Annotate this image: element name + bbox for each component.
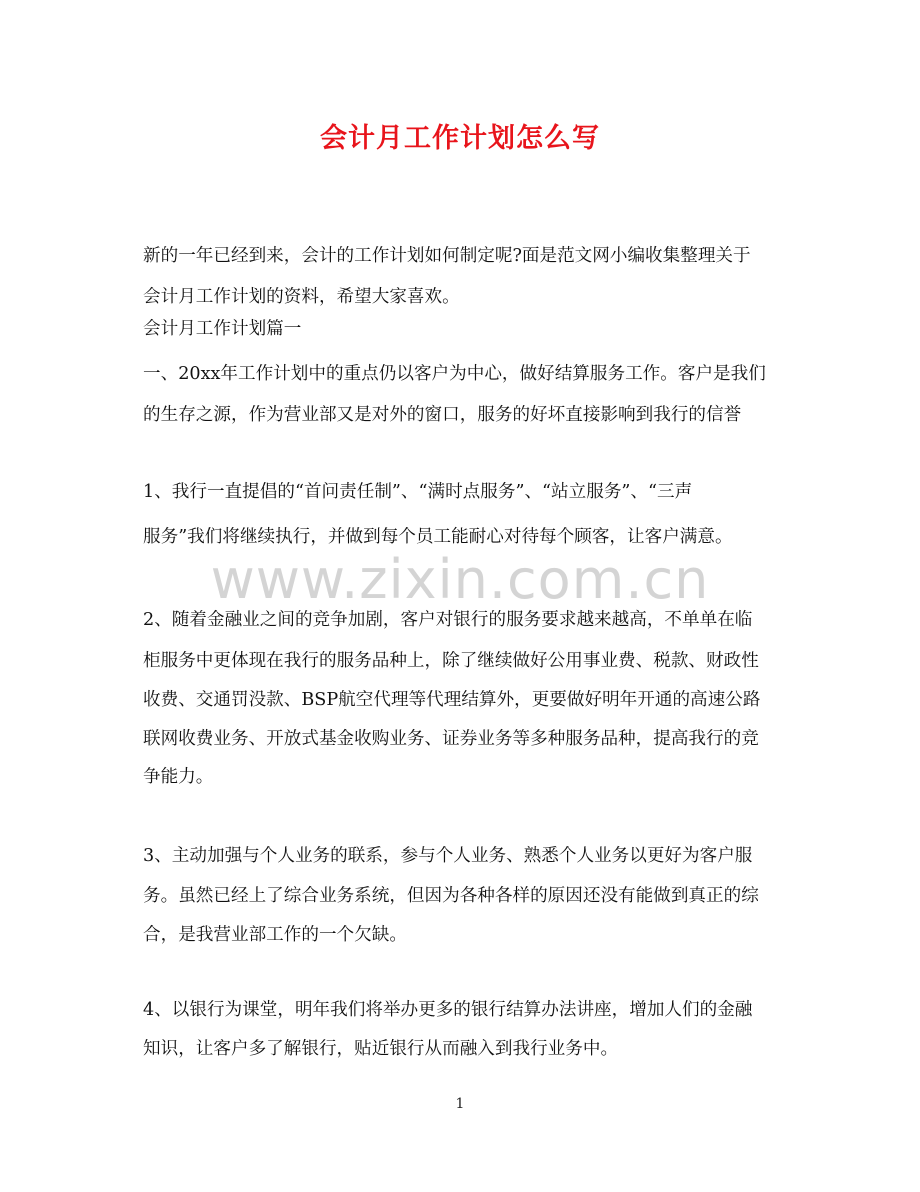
- paragraph-line: 3、主动加强与个人业务的联系，参与个人业务、熟悉个人业务以更好为客户服: [143, 846, 753, 866]
- paragraph-line: 务。虽然已经上了综合业务系统，但因为各种各样的原因还没有能做到真正的综: [143, 886, 759, 906]
- paragraph-line: 合，是我营业部工作的一个欠缺。: [143, 925, 407, 945]
- paragraph-line: 一、20xx年工作计划中的重点仍以客户为中心，做好结算服务工作。客户是我们: [143, 364, 766, 384]
- watermark: www.zixin.com.cn: [210, 548, 710, 611]
- document-title: 会计月工作计划怎么写: [320, 123, 600, 154]
- paragraph-line: 4、以银行为课堂，明年我们将举办更多的银行结算办法讲座，增加人们的金融: [143, 1000, 753, 1020]
- paragraph-line: 1、我行一直提倡的“首问责任制”、“满时点服务”、“站立服务”、“三声: [143, 482, 693, 502]
- paragraph-line: 会计月工作计划的资料，希望大家喜欢。: [143, 287, 460, 307]
- section-heading: 会计月工作计划篇一: [143, 319, 302, 339]
- paragraph-line: 收费、交通罚没款、BSP航空代理等代理结算外，更要做好明年开通的高速公路: [143, 690, 761, 710]
- paragraph-line: 的生存之源，作为营业部又是对外的窗口，服务的好坏直接影响到我行的信誉: [143, 405, 742, 425]
- paragraph-line: 2、随着金融业之间的竞争加剧，客户对银行的服务要求越来越高，不单单在临: [143, 610, 753, 630]
- paragraph-line: 联网收费业务、开放式基金收购业务、证券业务等多种服务品种，提高我行的竞: [143, 729, 759, 749]
- paragraph-line: 服务”我们将继续执行，并做到每个员工能耐心对待每个顾客，让客户满意。: [143, 527, 733, 547]
- page-number: 1: [455, 1096, 465, 1112]
- paragraph-line: 知识，让客户多了解银行，贴近银行从而融入到我行业务中。: [143, 1039, 619, 1059]
- paragraph-line: 柜服务中更体现在我行的服务品种上，除了继续做好公用事业费、税款、财政性: [143, 651, 759, 671]
- paragraph-line: 争能力。: [143, 767, 214, 787]
- paragraph-line: 新的一年已经到来，会计的工作计划如何制定呢?面是范文网小编收集整理关于: [143, 246, 751, 266]
